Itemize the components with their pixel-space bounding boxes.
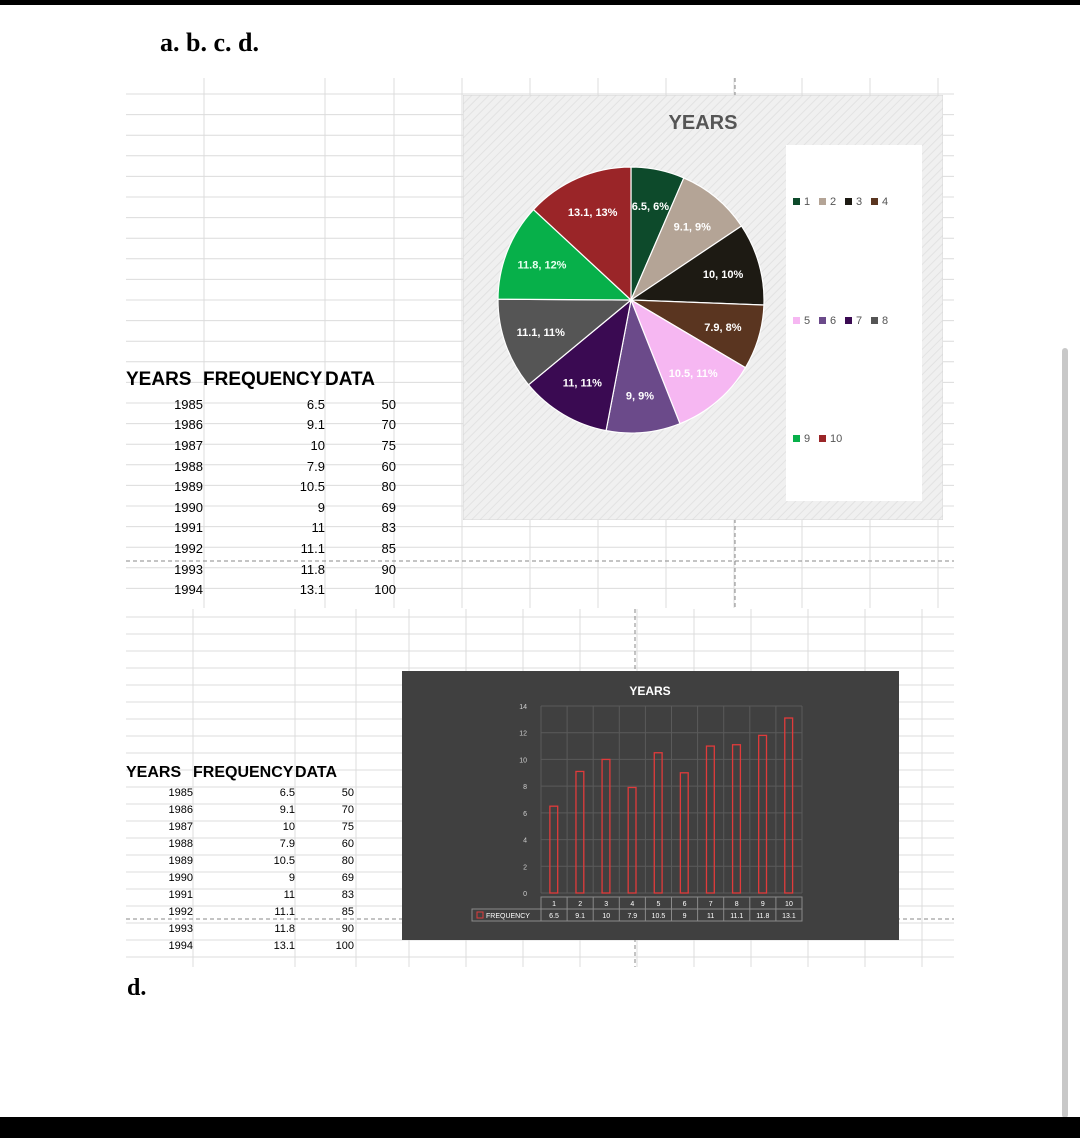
legend-label: 5 [804, 315, 811, 327]
table-row [126, 497, 396, 518]
table-header-row [126, 366, 396, 394]
table-cell[interactable]: 9 [288, 871, 295, 884]
pie-data-label: 11, 11% [562, 377, 602, 390]
data-table-value: 11.8 [756, 913, 770, 920]
pie-data-label: 11.8, 12% [517, 259, 567, 272]
legend-label: 3 [856, 196, 863, 208]
bar-chart-svg [402, 671, 899, 940]
legend-swatch [793, 198, 800, 205]
bar-chart-area [402, 671, 899, 940]
table-row [126, 801, 354, 818]
table-header-cell[interactable]: DATA [325, 369, 375, 390]
x-category-label: 4 [630, 901, 635, 908]
legend-label: 7 [856, 315, 863, 327]
x-category-label: 8 [734, 901, 739, 908]
table-row [126, 903, 354, 920]
table-row [126, 394, 396, 415]
legend-label: 8 [882, 315, 889, 327]
pie-data-label: 11.1, 11% [516, 327, 565, 340]
table-cell[interactable]: 13.1 [273, 939, 295, 952]
table-cell[interactable]: 1987 [174, 437, 203, 453]
table-row [126, 559, 396, 580]
table-cell[interactable]: 1989 [168, 854, 193, 867]
legend-label: 9 [804, 433, 811, 445]
table-cell[interactable]: 1993 [174, 561, 203, 577]
legend-label: 4 [882, 196, 889, 208]
table-row [126, 476, 396, 497]
table-row [126, 937, 354, 954]
table-cell[interactable]: 85 [341, 905, 354, 918]
scrollbar[interactable] [1062, 348, 1068, 1118]
data-table-1 [126, 366, 396, 600]
pie-data-label: 13.1, 13% [567, 207, 618, 220]
table-cell[interactable]: 1986 [174, 417, 203, 433]
table-cell[interactable]: 11.8 [274, 922, 295, 935]
y-tick-label: 12 [519, 730, 527, 738]
table-cell[interactable]: 6.5 [306, 396, 325, 412]
table-cell[interactable]: 1989 [174, 479, 203, 495]
spreadsheet-1 [126, 78, 954, 608]
data-table-value: 6.5 [549, 913, 559, 920]
table-cell[interactable]: 6.5 [279, 786, 295, 799]
table-cell[interactable]: 83 [341, 888, 354, 901]
table-cell[interactable]: 1992 [174, 540, 203, 556]
data-table-value: 11 [707, 913, 715, 920]
legend-swatch [819, 435, 826, 442]
table-cell[interactable]: 70 [381, 417, 396, 433]
heading-top: a. b. c. d. [160, 28, 259, 57]
table-cell[interactable]: 11.8 [300, 561, 325, 577]
table-row [126, 920, 354, 937]
table-cell[interactable]: 1990 [168, 871, 193, 884]
table-row [126, 538, 396, 559]
x-category-label: 10 [785, 901, 793, 908]
table-cell[interactable]: 1991 [168, 888, 193, 901]
table-cell[interactable]: 1994 [168, 939, 193, 952]
legend-swatch [793, 435, 800, 442]
table-cell[interactable]: 1991 [174, 520, 203, 536]
table-row [126, 869, 354, 886]
table-row [126, 456, 396, 477]
legend-swatch [819, 317, 826, 324]
table-cell[interactable]: 80 [341, 854, 354, 867]
bottom-black-bar [0, 1117, 1080, 1138]
x-category-label: 6 [682, 901, 687, 908]
table-cell[interactable]: 83 [381, 520, 396, 536]
table-row [126, 579, 396, 600]
y-tick-label: 0 [523, 891, 527, 898]
table-row [126, 435, 396, 456]
table-cell[interactable]: 1987 [168, 820, 193, 833]
table-row [126, 518, 396, 539]
x-category-label: 3 [604, 901, 609, 908]
pie-data-label: 9, 9% [625, 390, 655, 403]
table-cell[interactable]: 1992 [168, 905, 193, 918]
table-header-cell[interactable]: FREQUENCY [203, 369, 323, 390]
table-cell[interactable]: 10 [310, 437, 325, 453]
pie-data-label: 9.1, 9% [673, 221, 711, 234]
table-cell[interactable]: 1988 [168, 837, 193, 850]
table-header-cell[interactable]: FREQUENCY [193, 763, 294, 781]
data-table-value: 10.5 [651, 913, 666, 920]
table-cell[interactable]: 7.9 [279, 837, 295, 850]
data-table-value: 13.1 [782, 913, 796, 920]
table-cell[interactable]: 1988 [174, 458, 203, 474]
x-category-label: 9 [760, 901, 765, 908]
table-cell[interactable]: 60 [341, 837, 354, 850]
table-row [126, 415, 396, 436]
x-category-label: 2 [578, 901, 583, 908]
table-cell[interactable]: 69 [341, 871, 354, 884]
table-cell[interactable]: 11.1 [274, 905, 295, 918]
pie-chart-title: YEARS [668, 112, 738, 134]
table-header-cell[interactable]: YEARS [126, 763, 182, 781]
pie-data-label: 6.5, 6% [631, 201, 670, 214]
table-cell[interactable]: 100 [374, 582, 396, 598]
table-cell[interactable]: 10.5 [273, 854, 295, 867]
top-black-bar [0, 0, 1080, 5]
table-cell[interactable]: 69 [381, 499, 396, 515]
table-cell[interactable]: 11.1 [300, 540, 325, 556]
table-header-cell[interactable]: YEARS [126, 369, 192, 390]
table-cell[interactable]: 9 [317, 499, 325, 515]
x-category-label: 5 [656, 901, 661, 908]
table-cell[interactable]: 9.1 [279, 803, 295, 816]
bar-chart-title: YEARS [629, 684, 671, 698]
y-tick-label: 4 [523, 837, 527, 845]
table-cell[interactable]: 9.1 [306, 417, 325, 433]
legend-swatch [819, 198, 826, 205]
table-header-row [126, 761, 354, 784]
table-cell[interactable]: 50 [381, 396, 396, 412]
legend-swatch [793, 317, 800, 324]
table-cell[interactable]: 13.1 [299, 582, 325, 598]
table-cell[interactable]: 100 [335, 939, 354, 952]
data-table-2 [126, 761, 354, 954]
data-table-value: 7.9 [627, 913, 638, 920]
table-cell[interactable]: 90 [381, 561, 396, 577]
pie-chart-svg [463, 95, 943, 520]
table-row [126, 852, 354, 869]
legend-label: 2 [830, 196, 837, 208]
legend-swatch [871, 198, 878, 205]
table-cell[interactable]: 11 [311, 520, 325, 536]
y-tick-label: 10 [519, 757, 527, 765]
table-cell[interactable]: 1986 [168, 803, 193, 816]
pie-data-label: 10.5, 11% [668, 367, 718, 380]
legend-swatch [871, 317, 878, 324]
table-cell[interactable]: 75 [381, 437, 396, 453]
table-row [126, 818, 354, 835]
pie-chart[interactable] [463, 95, 943, 520]
table-cell[interactable]: 80 [381, 479, 396, 495]
x-category-label: 7 [708, 901, 713, 908]
table-cell[interactable]: 1985 [174, 396, 203, 412]
pie-data-label: 7.9, 8% [704, 322, 742, 334]
table-cell[interactable]: 85 [381, 540, 396, 556]
table-cell[interactable]: 10 [282, 820, 295, 833]
legend-swatch [845, 198, 852, 205]
legend-label-frequency: FREQUENCY [486, 913, 530, 920]
legend-swatch [845, 317, 852, 324]
table-cell[interactable]: 70 [341, 803, 354, 816]
table-cell[interactable]: 11 [283, 888, 295, 901]
table-cell[interactable]: 50 [341, 786, 354, 799]
table-cell[interactable]: 60 [381, 458, 396, 474]
y-tick-label: 2 [523, 864, 527, 872]
table-cell[interactable]: 90 [341, 922, 354, 935]
bar-chart[interactable] [402, 671, 899, 940]
y-tick-label: 6 [523, 810, 527, 818]
table-cell[interactable]: 1993 [168, 922, 193, 935]
legend-label: 1 [804, 196, 811, 208]
table-row [126, 835, 354, 852]
x-category-label: 1 [552, 901, 557, 908]
y-tick-label: 14 [519, 704, 527, 711]
data-table-value: 9 [682, 913, 687, 920]
data-table-value: 9.1 [575, 913, 586, 920]
data-table-value: 10 [602, 913, 611, 920]
pie-data-label: 10, 10% [702, 268, 744, 281]
table-row [126, 784, 354, 801]
table-cell[interactable]: 10.5 [299, 479, 325, 495]
table-header-cell[interactable]: DATA [295, 763, 338, 781]
table-cell[interactable]: 1985 [168, 786, 193, 799]
heading-bottom: d. [127, 975, 147, 1001]
spreadsheet-2 [126, 609, 954, 967]
data-table-value: 11.1 [730, 913, 744, 920]
table-cell[interactable]: 1994 [174, 582, 203, 598]
table-row [126, 886, 354, 903]
legend-label: 6 [830, 315, 837, 327]
legend-label: 10 [830, 433, 843, 445]
table-cell[interactable]: 75 [341, 820, 354, 833]
table-cell[interactable]: 7.9 [306, 458, 325, 474]
y-tick-label: 8 [523, 784, 527, 792]
table-cell[interactable]: 1990 [174, 499, 203, 515]
